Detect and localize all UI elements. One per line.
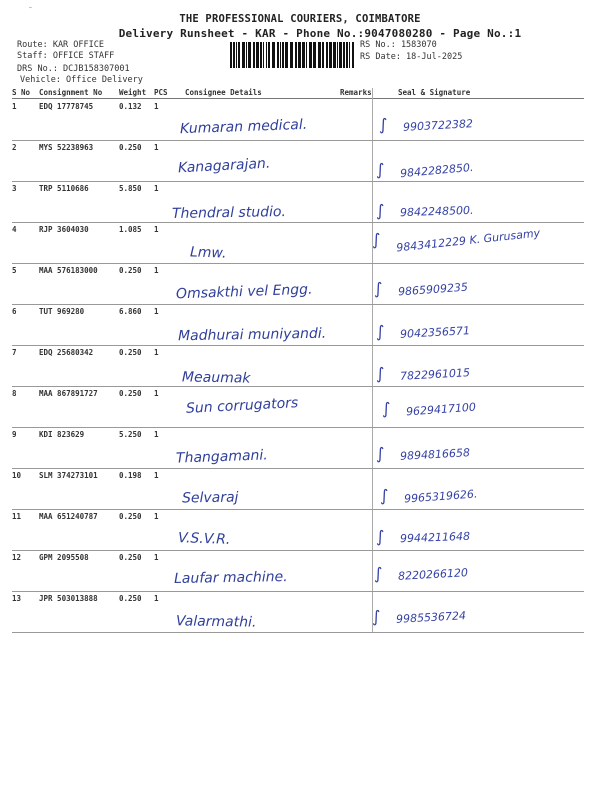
company-title: THE PROFESSIONAL COURIERS, COIMBATORE [179,13,421,25]
row-consignee-handwritten: Sun corrugators [185,395,299,417]
row-consignee-handwritten: Laufar machine. [173,569,288,587]
row-weight: 5.250 [119,430,142,439]
row-pcs: 1 [154,184,159,193]
row-sno: 9 [12,430,17,439]
row-consignment-no: TRP 5110686 [39,184,89,193]
row-sno: 1 [12,102,17,111]
row-weight: 0.250 [119,143,142,152]
row-sno: 2 [12,143,17,152]
table-row [12,222,584,264]
row-consignment-no: EDQ 25680342 [39,348,94,357]
col-sno: S No [12,88,31,97]
row-pcs: 1 [154,512,159,521]
row-pcs: 1 [154,307,159,316]
row-consignee-handwritten: Valarmathi. [175,613,257,631]
row-consignee-handwritten: Meaumak [181,369,251,387]
row-consignment-no: TUT 969280 [39,307,85,316]
row-signature-handwritten: 9842248500. [399,203,474,220]
signature-scribble-icon: ∫ [382,399,391,418]
row-signature-handwritten: 9944211648 [399,529,471,546]
row-sno: 5 [12,266,17,275]
row-weight: 0.250 [119,594,142,603]
row-consignee-handwritten: Madhurai muniyandi. [177,325,327,345]
table-row [12,386,584,428]
row-weight: 0.250 [119,348,142,357]
signature-scribble-icon: ∫ [372,230,381,249]
table-row [12,345,584,387]
row-sno: 10 [12,471,22,480]
row-consignee-handwritten: Selvaraj [181,489,239,507]
barcode-icon [230,42,356,68]
drs-number: DRS No.: DCJB158307001 [17,64,130,74]
row-signature-handwritten: 7822961015 [399,366,471,383]
col-consignee: Consignee Details [185,88,262,97]
signature-scribble-icon: ∫ [376,322,385,341]
row-consignment-no: MYS 52238963 [39,143,94,152]
route-label: Route: KAR OFFICE [17,40,104,50]
row-consignee-handwritten: Lmw. [189,244,227,262]
row-consignment-no: JPR 503013888 [39,594,98,603]
table-row [12,468,584,510]
row-pcs: 1 [154,143,159,152]
table-row [12,263,584,305]
row-pcs: 1 [154,225,159,234]
row-weight: 0.250 [119,512,142,521]
row-weight: 0.250 [119,389,142,398]
vehicle-label: Vehicle: Office Delivery [20,75,143,85]
row-sno: 12 [12,553,22,562]
col-weight: Weight [119,88,147,97]
table-row [12,427,584,469]
row-consignee-handwritten: V.S.V.R. [177,530,231,548]
runsheet-subtitle: Delivery Runsheet - KAR - Phone No.:9047080280 - Page No.:1 [118,27,522,40]
row-signature-handwritten: 9865909235 [397,280,469,299]
table-row [12,304,584,346]
row-consignment-no: EDQ 17778745 [39,102,94,111]
rs-date: RS Date: 18-Jul-2025 [360,52,463,62]
row-consignment-no: RJP 3604030 [39,225,89,234]
table-header [12,88,584,99]
row-consignment-no: MAA 651240787 [39,512,98,521]
row-signature-handwritten: 9843412229 K. Gurusamy [395,226,541,255]
row-signature-handwritten: 9985536724 [395,609,467,626]
row-pcs: 1 [154,348,159,357]
row-sno: 8 [12,389,17,398]
table-row [12,140,584,182]
staff-label: Staff: OFFICE STAFF [17,51,115,61]
col-remarks: Remarks [340,88,372,97]
row-pcs: 1 [154,430,159,439]
row-pcs: 1 [154,102,159,111]
col-pcs: PCS [154,88,168,97]
row-consignee-handwritten: Thangamani. [175,447,269,467]
row-weight: 0.198 [119,471,142,480]
row-sno: 13 [12,594,22,603]
row-pcs: 1 [154,594,159,603]
signature-scribble-icon: ∫ [372,607,381,626]
row-weight: 0.250 [119,266,142,275]
row-consignee-handwritten: Omsakthi vel Engg. [175,281,313,303]
row-consignment-no: MAA 867891727 [39,389,98,398]
row-pcs: 1 [154,553,159,562]
col-consignment: Consignment No [39,88,103,97]
signature-scribble-icon: ∫ [376,201,385,220]
row-sno: 4 [12,225,17,234]
row-consignee-handwritten: Kumaran medical. [179,116,308,138]
row-sno: 7 [12,348,17,357]
row-signature-handwritten: 9042356571 [399,324,471,341]
row-consignment-no: KDI 823629 [39,430,85,439]
row-sno: 6 [12,307,17,316]
signature-scribble-icon: ∫ [376,444,385,463]
table-row [12,509,584,551]
row-signature-handwritten: 9842282850. [399,160,474,181]
row-weight: 5.850 [119,184,142,193]
col-signature: Seal & Signature [398,88,471,97]
signature-scribble-icon: ∫ [376,160,385,179]
row-consignment-no: GPM 2095508 [39,553,89,562]
table-row [12,591,584,633]
row-consignment-no: SLM 374273101 [39,471,98,480]
signature-scribble-icon: ∫ [376,527,385,546]
row-signature-handwritten: 9903722382 [402,117,474,134]
row-weight: 6.860 [119,307,142,316]
rs-number: RS No.: 1583070 [360,40,437,50]
row-signature-handwritten: 9894816658 [399,446,471,463]
row-pcs: 1 [154,389,159,398]
row-weight: 1.085 [119,225,142,234]
row-pcs: 1 [154,471,159,480]
row-signature-handwritten: 9629417100 [405,400,477,419]
row-consignee-handwritten: Kanagarajan. [177,155,271,177]
row-consignee-handwritten: Thendral studio. [171,204,287,222]
signature-scribble-icon: ∫ [374,279,383,298]
scan-mark-icon: ˘ [28,6,33,15]
signature-scribble-icon: ∫ [376,364,385,383]
signature-scribble-icon: ∫ [374,564,383,583]
row-sno: 11 [12,512,22,521]
table-row [12,550,584,592]
row-signature-handwritten: 8220266120 [397,566,469,583]
row-weight: 0.132 [119,102,142,111]
signature-scribble-icon: ∫ [379,115,388,134]
row-signature-handwritten: 9965319626. [403,487,478,506]
row-sno: 3 [12,184,17,193]
row-pcs: 1 [154,266,159,275]
table-row [12,99,584,141]
row-consignment-no: MAA 576183000 [39,266,98,275]
row-weight: 0.250 [119,553,142,562]
table-row [12,181,584,223]
signature-scribble-icon: ∫ [380,486,389,505]
